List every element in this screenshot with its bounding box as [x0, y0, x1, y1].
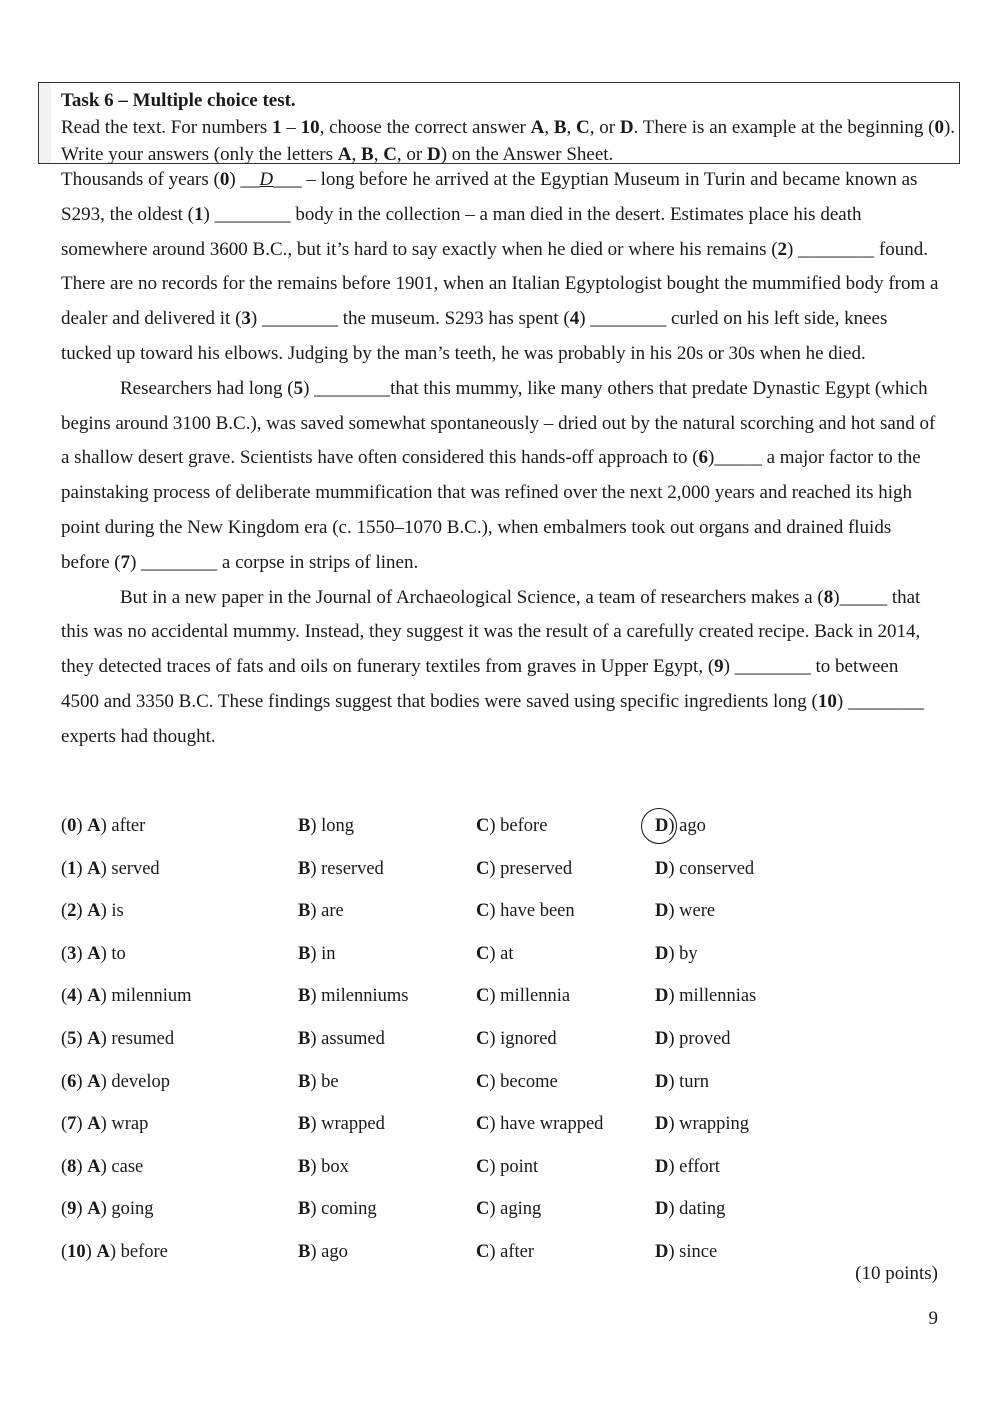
- option-a[interactable]: (9) A) going: [61, 1199, 154, 1220]
- option-d[interactable]: D) effort: [655, 1156, 720, 1177]
- paragraph-1: Thousands of years (0) __D___ – long before he arrived at the Egyptian Museum in Turin and became known as S293, the oldest (1) ________ body in the collection – a man died in the desert. Estimates place his death somewhere around 3600 B.C., but it’s hard to say exactly when he died or where his remains (2) ________ found. There are no records for the remains before 1901, when an Italian Egyptologist bought the mummified body from a dealer and delivered it (3) ________ the museum. S293 has spent (4) ________ curled on his left side, knees tucked up toward his elbows. Judging by the man’s teeth, he was probably in his 20s or 30s when he died.: [61, 169, 939, 364]
- option-d[interactable]: D) turn: [655, 1071, 709, 1092]
- option-row: [61, 1195, 941, 1238]
- option-text: have wrapped: [500, 1114, 604, 1135]
- points-label: (10 points): [855, 1263, 938, 1284]
- option-text: to: [111, 943, 126, 964]
- option-text: wrap: [111, 1114, 149, 1135]
- option-d[interactable]: D) conserved: [655, 858, 755, 879]
- option-c[interactable]: C) have wrapped: [476, 1114, 604, 1135]
- option-text: dating: [679, 1199, 726, 1220]
- option-text: ignored: [500, 1028, 557, 1049]
- option-text: point: [500, 1156, 539, 1177]
- option-text: in: [321, 943, 336, 964]
- option-c[interactable]: C) at: [476, 943, 514, 964]
- option-row: [61, 897, 941, 940]
- option-text: be: [321, 1071, 339, 1092]
- option-d[interactable]: D) since: [655, 1241, 718, 1262]
- option-row: [61, 1110, 941, 1153]
- option-text: effort: [679, 1156, 720, 1177]
- option-a[interactable]: (2) A) is: [61, 901, 124, 922]
- option-d[interactable]: D) were: [655, 901, 716, 922]
- option-text: after: [500, 1241, 535, 1262]
- option-row: [61, 1025, 941, 1068]
- option-text: resumed: [111, 1028, 175, 1049]
- option-d[interactable]: D) millennias: [655, 986, 757, 1007]
- option-row: [61, 982, 941, 1025]
- option-text: wrapped: [321, 1114, 385, 1135]
- option-a[interactable]: (8) A) case: [61, 1156, 144, 1177]
- option-c[interactable]: C) aging: [476, 1199, 542, 1220]
- option-text: going: [111, 1199, 154, 1220]
- option-text: by: [679, 943, 698, 964]
- option-d[interactable]: D) by: [655, 943, 698, 964]
- option-text: served: [111, 858, 160, 879]
- option-c[interactable]: C) millennia: [476, 986, 571, 1007]
- option-text: case: [111, 1156, 144, 1177]
- option-text: before: [500, 816, 548, 836]
- answer-options: [61, 812, 941, 1281]
- option-b[interactable]: B) reserved: [298, 858, 384, 879]
- option-row: [61, 812, 941, 855]
- option-a[interactable]: (7) A) wrap: [61, 1114, 149, 1135]
- option-d[interactable]: D) proved: [655, 1028, 731, 1049]
- option-text: before: [120, 1241, 168, 1262]
- option-text: box: [321, 1156, 349, 1177]
- task-instructions-box: [38, 82, 960, 164]
- page-number: 9: [928, 1308, 938, 1329]
- option-d[interactable]: D) ago: [655, 816, 706, 837]
- option-row: [61, 1068, 941, 1111]
- option-text: milenniums: [321, 986, 409, 1007]
- option-c[interactable]: C) before: [476, 816, 548, 836]
- option-text: since: [679, 1241, 718, 1262]
- option-c[interactable]: C) preserved: [476, 858, 573, 879]
- option-text: were: [679, 901, 716, 922]
- option-text: ago: [679, 816, 706, 836]
- option-text: assumed: [321, 1028, 385, 1049]
- option-text: have been: [500, 901, 575, 922]
- option-text: is: [111, 901, 124, 922]
- option-text: develop: [111, 1071, 170, 1092]
- option-d[interactable]: D) dating: [655, 1199, 726, 1220]
- option-text: millennias: [679, 986, 757, 1007]
- paragraph-2: Researchers had long (5) ________that this mummy, like many others that predate Dynastic Egypt (which begins around 3100 B.C.), was saved somewhat spontaneously – dried out by the natural scorching and hot sand of a shallow desert grave. Scientists have often considered this hands-off approach to (6)_____ a major factor to the painstaking process of deliberate mummification that was refined over the next 2,000 years and reached its high point during the New Kingdom era (c. 1550–1070 B.C.), when embalmers took out organs and drained fluids before (7) ________ a corpse in strips of linen.: [61, 377, 936, 573]
- paragraph-3: But in a new paper in the Journal of Archaeological Science, a team of researchers makes a (8)_____ that this was no accidental mummy. Instead, they suggest it was the result of a carefully created recipe. Back in 2014, they detected traces of fats and oils on funerary textiles from graves in Upper Egypt, (9) ________ to between 4500 and 3350 B.C. These findings suggest that bodies were saved using specific ingredients long (10) ________ experts had thought.: [61, 586, 924, 747]
- option-b[interactable]: B) box: [298, 1156, 349, 1177]
- task-title: Task 6 – Multiple choice test.: [61, 90, 296, 111]
- option-text: milennium: [111, 986, 192, 1007]
- option-text: long: [321, 816, 355, 836]
- option-row: [61, 940, 941, 983]
- option-text: reserved: [321, 858, 384, 879]
- option-a[interactable]: (3) A) to: [61, 943, 126, 964]
- option-text: turn: [679, 1071, 709, 1092]
- option-c[interactable]: C) point: [476, 1156, 539, 1177]
- option-c[interactable]: C) become: [476, 1071, 558, 1092]
- option-text: wrapping: [679, 1114, 750, 1135]
- option-text: aging: [500, 1199, 542, 1220]
- option-a[interactable]: (0) A) after: [61, 816, 146, 836]
- option-a[interactable]: (1) A) served: [61, 858, 160, 879]
- option-c[interactable]: C) after: [476, 1241, 535, 1262]
- option-b[interactable]: B) coming: [298, 1199, 377, 1220]
- option-text: coming: [321, 1199, 377, 1220]
- option-row: [61, 1153, 941, 1196]
- option-text: are: [321, 901, 344, 922]
- selected-answer-circle: [641, 808, 677, 844]
- option-b[interactable]: B) milenniums: [298, 986, 409, 1007]
- example-answer: D: [259, 169, 274, 190]
- option-c[interactable]: C) ignored: [476, 1028, 557, 1049]
- option-text: preserved: [500, 858, 573, 879]
- option-row: [61, 1238, 941, 1281]
- option-text: conserved: [679, 858, 755, 879]
- task-instructions: Read the text. For numbers 1 – 10, choose the correct answer A, B, C, or D. There is an example at the beginning (0). Write your answers (only the letters A, B, C, or D) on the Answer Sheet.: [61, 117, 956, 165]
- option-text: become: [500, 1071, 558, 1092]
- box-shading: [39, 83, 51, 163]
- reading-passage: [61, 163, 941, 755]
- option-a[interactable]: (10) A) before: [61, 1241, 168, 1262]
- option-b[interactable]: B) wrapped: [298, 1114, 385, 1135]
- option-b[interactable]: B) assumed: [298, 1028, 385, 1049]
- option-b[interactable]: B) be: [298, 1071, 339, 1092]
- option-b[interactable]: B) ago: [298, 1241, 348, 1262]
- option-b[interactable]: B) are: [298, 901, 344, 922]
- option-text: proved: [679, 1028, 731, 1049]
- option-text: ago: [321, 1241, 348, 1262]
- option-row: [61, 855, 941, 898]
- option-c[interactable]: C) have been: [476, 901, 575, 922]
- option-d[interactable]: D) wrapping: [655, 1114, 750, 1135]
- option-a[interactable]: (5) A) resumed: [61, 1028, 175, 1049]
- option-text: at: [500, 943, 514, 964]
- option-a[interactable]: (6) A) develop: [61, 1071, 170, 1092]
- option-text: after: [111, 816, 146, 836]
- option-b[interactable]: B) long: [298, 816, 355, 836]
- option-a[interactable]: (4) A) milennium: [61, 986, 192, 1007]
- option-b[interactable]: B) in: [298, 943, 336, 964]
- option-text: millennia: [500, 986, 571, 1007]
